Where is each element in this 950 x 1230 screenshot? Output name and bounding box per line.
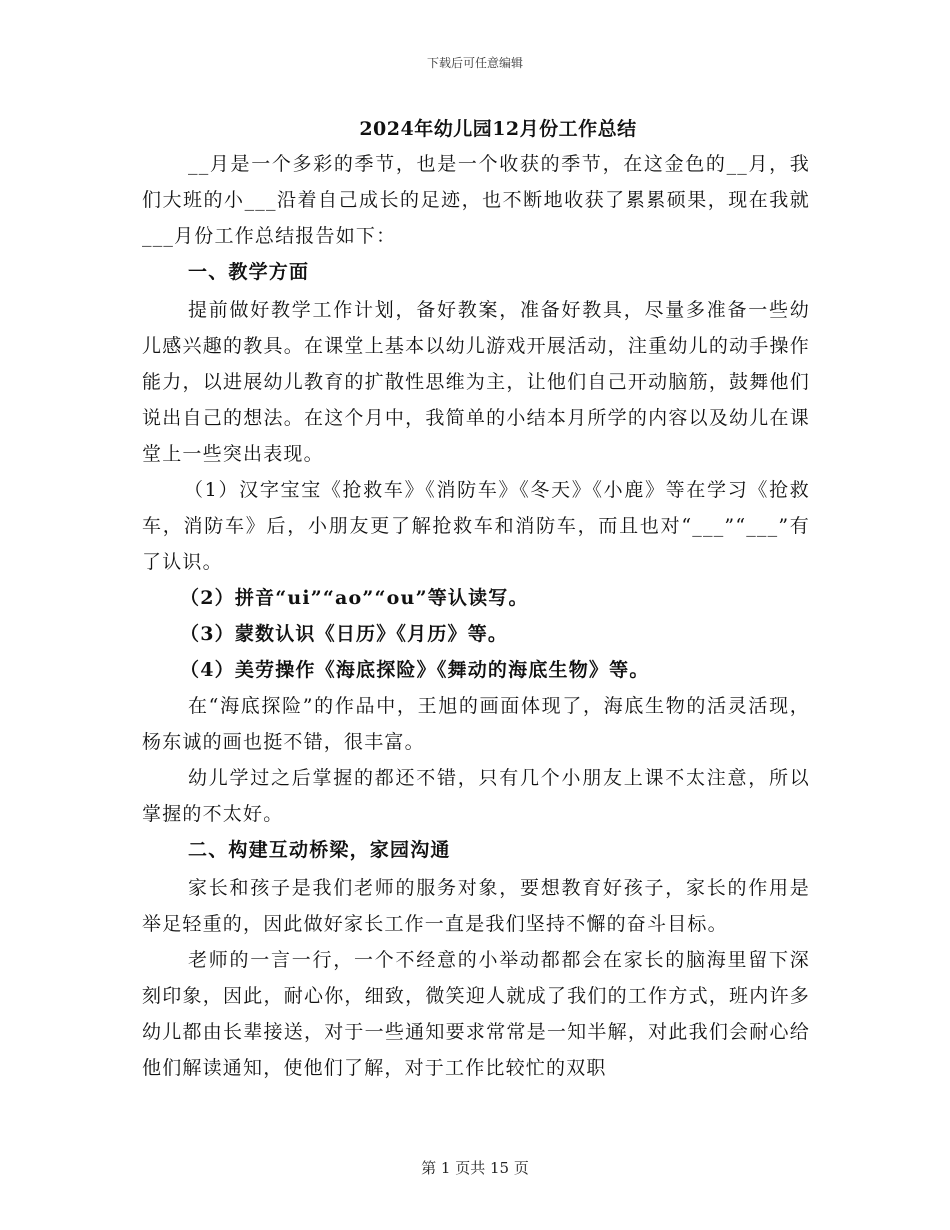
list-item-art: （4）美劳操作《海底探险》《舞动的海底生物》等。 [180,659,650,681]
list-item-chinese-characters: （1）汉字宝宝《抢救车》《消防车》《冬天》《小鹿》等在学习《抢救车，消防车》后，小朋友更了解抢救车和消防车，而且也对“___”“___”有了认识。 [142,479,810,573]
page-footer: 第 1 页共 15 页 [421,1159,529,1177]
section-heading-home-school: 二、构建互动桥梁，家园沟通 [188,839,451,861]
artwork-paragraph: 在“海底探险”的作品中，王旭的画面体现了，海底生物的活灵活现，杨东诚的画也挺不错，很丰富。 [142,695,810,753]
mastery-paragraph: 幼儿学过之后掌握的都还不错，只有几个小朋友上课不太注意，所以掌握的不太好。 [142,767,810,825]
document-title: 2024年幼儿园12月份工作总结 [359,118,637,140]
header-note: 下载后可任意编辑 [426,56,523,70]
teaching-paragraph: 提前做好教学工作计划，备好教案，准备好教具，尽量多准备一些幼儿感兴趣的教具。在课堂上基本以幼儿游戏开展活动，注重幼儿的动手操作能力，以进展幼儿教育的扩散性思维为主，让他们自己开动脑筋，鼓舞他们说出自己的想法。在这个月中，我简单的小结本月所学的内容以及幼儿在课堂上一些突出表现。 [142,299,810,465]
parents-paragraph: 家长和孩子是我们老师的服务对象，要想教育好孩子，家长的作用是举足轻重的，因此做好家长工作一直是我们坚持不懈的奋斗目标。 [142,877,810,935]
document-body [142,146,810,1086]
intro-paragraph: __月是一个多彩的季节，也是一个收获的季节，在这金色的__月，我们大班的小___沿着自己成长的足迹，也不断地收获了累累硕果，现在我就___月份工作总结报告如下： [142,153,810,247]
list-item-pinyin: （2）拼音“ui”“ao”“ou”等认读写。 [180,587,529,609]
section-heading-teaching: 一、教学方面 [188,261,310,283]
teacher-paragraph: 老师的一言一行，一个不经意的小举动都都会在家长的脑海里留下深刻印象，因此，耐心你，细致，微笑迎人就成了我们的工作方式，班内许多幼儿都由长辈接送，对于一些通知要求常常是一知半解，对此我们会耐心给他们解读通知，使他们了解，对于工作比较忙的双职 [142,949,810,1079]
list-item-math: （3）蒙数认识《日历》《月历》等。 [180,623,509,645]
